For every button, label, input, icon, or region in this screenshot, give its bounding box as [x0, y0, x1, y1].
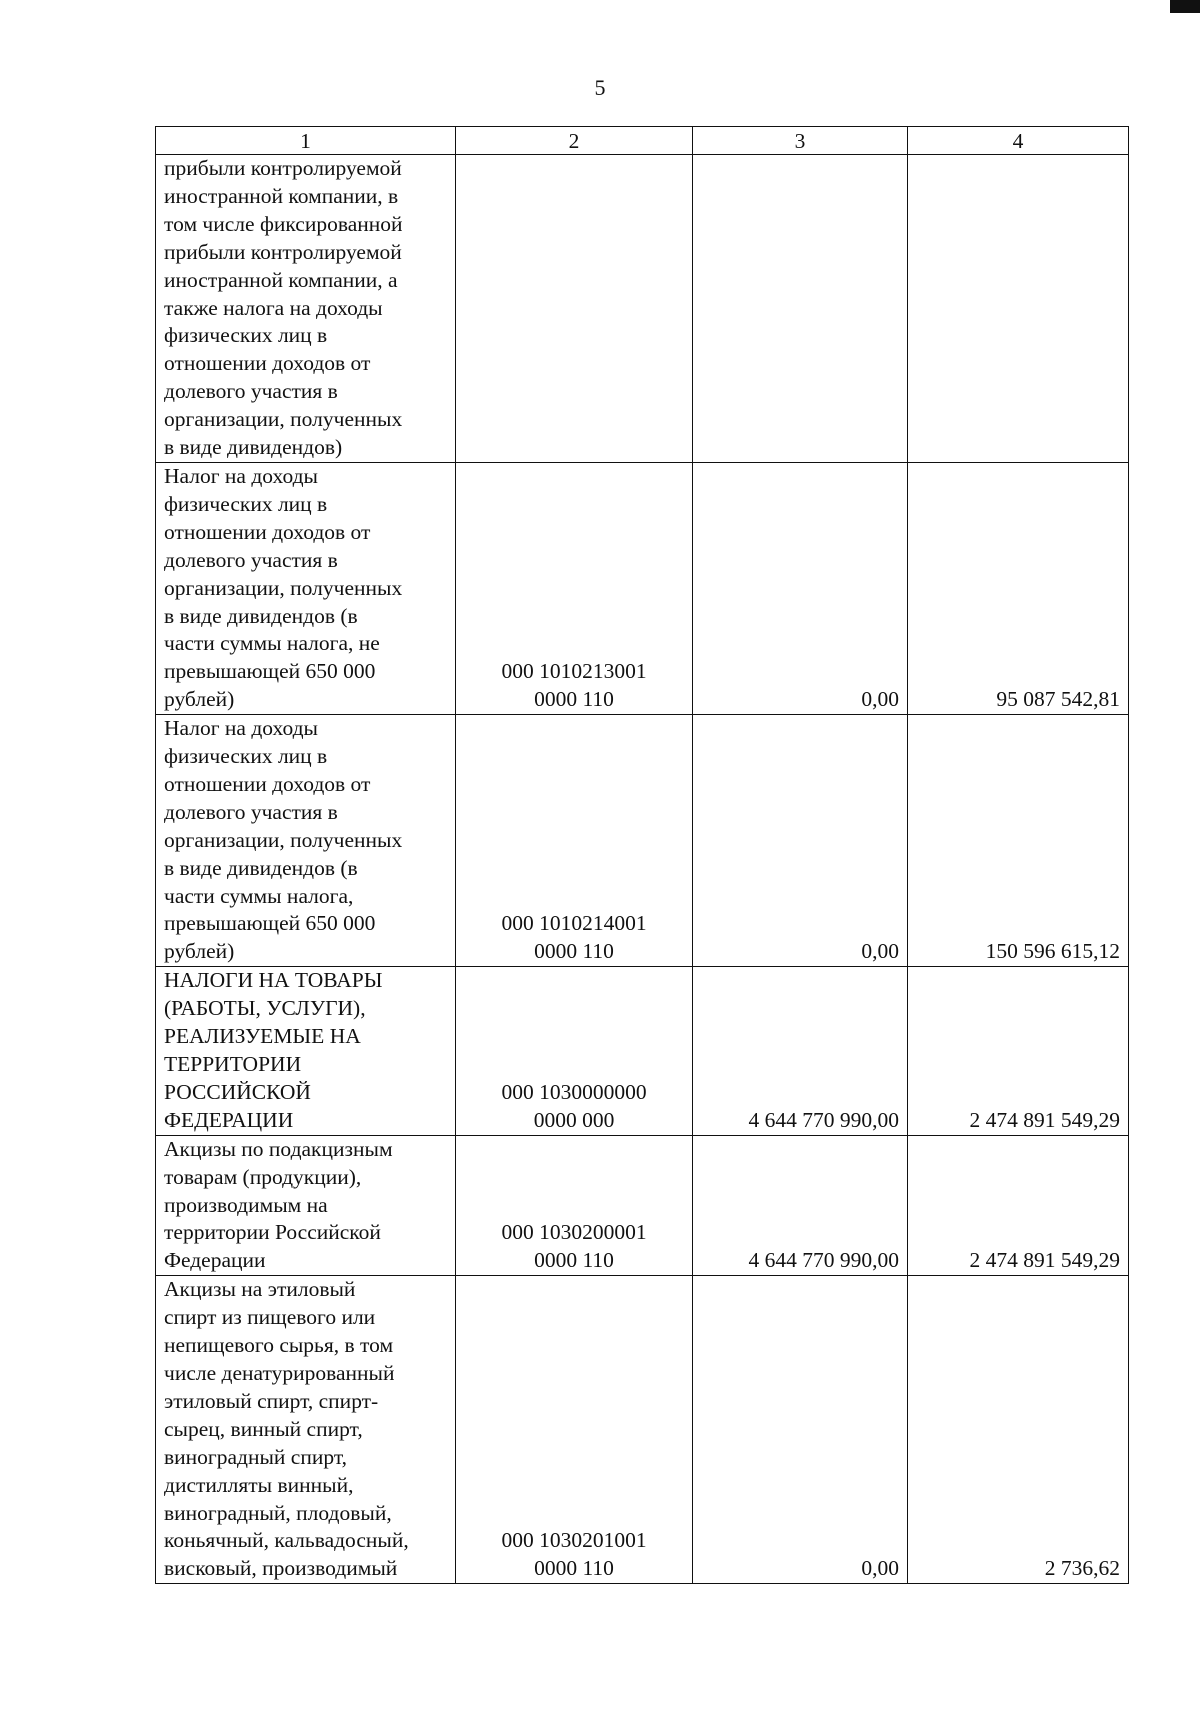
- income-name-line: долевого участия в: [164, 799, 338, 824]
- income-name-line: числе денатурированный: [164, 1360, 395, 1385]
- income-name-cell: [156, 1276, 456, 1584]
- income-name-line: сырец, винный спирт,: [164, 1416, 363, 1441]
- income-name-line: превышающей 650 000: [164, 659, 376, 684]
- income-name-line: отношении доходов от: [164, 771, 371, 796]
- column-4-value: 2 736,62: [908, 1276, 1129, 1584]
- income-name-line: Акцизы по подакцизным: [164, 1136, 393, 1161]
- income-name-line: иностранной компании, в: [164, 183, 399, 208]
- income-name-line: дистилляты винный,: [164, 1472, 354, 1497]
- income-name-line: долевого участия в: [164, 379, 338, 404]
- column-3-value: 0,00: [693, 462, 908, 714]
- income-name-cell: [156, 1135, 456, 1276]
- income-name-line: физических лиц в: [164, 323, 328, 348]
- income-name-line: производимым на: [164, 1192, 328, 1217]
- income-name-line: товарам (продукции),: [164, 1164, 362, 1189]
- income-name-cell: [156, 155, 456, 463]
- header-row: [156, 127, 1129, 155]
- column-4-value: 95 087 542,81: [908, 462, 1129, 714]
- budget-code-cell: [456, 1276, 693, 1584]
- column-header-1: 1: [156, 127, 456, 155]
- income-name-line: в виде дивидендов): [164, 435, 343, 460]
- budget-code-line: 000 1030000000: [501, 1079, 647, 1104]
- income-name-line: физических лиц в: [164, 491, 328, 516]
- income-name-line: организации, полученных: [164, 575, 403, 600]
- income-name-line: непищевого сырья, в том: [164, 1333, 394, 1358]
- income-name-line: территории Российской: [164, 1220, 381, 1245]
- income-name-line: спирт из пищевого или: [164, 1305, 376, 1330]
- column-3-value: [693, 155, 908, 463]
- page-number: 5: [594, 75, 606, 100]
- column-header-2: 2: [456, 127, 693, 155]
- income-name-line: также налога на доходы: [164, 295, 383, 320]
- income-name-line: превышающей 650 000: [164, 911, 376, 936]
- budget-table: [155, 126, 1129, 1584]
- column-header-4: 4: [908, 127, 1129, 155]
- budget-code-line: 0000 110: [534, 939, 614, 964]
- income-name-line: физических лиц в: [164, 744, 328, 769]
- column-header-3: 3: [693, 127, 908, 155]
- budget-code-line: 000 1010214001: [501, 911, 647, 936]
- table-row: [156, 155, 1129, 463]
- income-name-line: этиловый спирт, спирт-: [164, 1388, 379, 1413]
- budget-code-cell: [456, 1135, 693, 1276]
- column-3-value: 0,00: [693, 715, 908, 967]
- income-name-line: коньячный, кальвадосный,: [164, 1528, 409, 1553]
- budget-code-line: 000 1030200001: [501, 1220, 647, 1245]
- income-name-line: виноградный спирт,: [164, 1444, 347, 1469]
- budget-code-cell: [456, 967, 693, 1135]
- income-name-line: виноградный, плодовый,: [164, 1500, 392, 1525]
- income-name-line: части суммы налога, не: [164, 631, 380, 656]
- table-row: [156, 967, 1129, 1135]
- income-name-line: Налог на доходы: [164, 463, 318, 488]
- table-row: [156, 1276, 1129, 1584]
- column-3-value: 0,00: [693, 1276, 908, 1584]
- budget-code-cell: [456, 155, 693, 463]
- budget-code-line: 000 1010213001: [501, 659, 647, 684]
- budget-code-line: 000 1030201001: [501, 1528, 647, 1553]
- column-4-value: [908, 155, 1129, 463]
- table-row: [156, 462, 1129, 714]
- income-name-line: организации, полученных: [164, 827, 403, 852]
- income-name-cell: [156, 967, 456, 1135]
- income-name-line: в виде дивидендов (в: [164, 855, 358, 880]
- income-name-line: ФЕДЕРАЦИИ: [164, 1107, 294, 1132]
- column-4-value: 150 596 615,12: [908, 715, 1129, 967]
- column-4-value: 2 474 891 549,29: [908, 967, 1129, 1135]
- column-3-value: 4 644 770 990,00: [693, 967, 908, 1135]
- budget-code-cell: [456, 462, 693, 714]
- income-name-cell: [156, 462, 456, 714]
- column-3-value: 4 644 770 990,00: [693, 1135, 908, 1276]
- income-name-line: РЕАЛИЗУЕМЫЕ НА: [164, 1024, 361, 1049]
- income-name-line: отношении доходов от: [164, 519, 371, 544]
- column-4-value: 2 474 891 549,29: [908, 1135, 1129, 1276]
- income-name-line: ТЕРРИТОРИИ: [164, 1052, 302, 1076]
- income-name-line: Федерации: [164, 1248, 266, 1273]
- income-name-line: иностранной компании, а: [164, 267, 398, 292]
- income-name-line: прибыли контролируемой: [164, 239, 402, 264]
- income-name-line: части суммы налога,: [164, 883, 354, 908]
- income-name-line: организации, полученных: [164, 407, 403, 432]
- income-name-line: в виде дивидендов (в: [164, 603, 358, 628]
- income-name-line: рублей): [164, 687, 235, 712]
- income-name-cell: [156, 715, 456, 967]
- income-name-line: Акцизы на этиловый: [164, 1277, 356, 1302]
- income-name-line: НАЛОГИ НА ТОВАРЫ: [164, 968, 383, 993]
- income-name-line: долевого участия в: [164, 547, 338, 572]
- budget-code-line: 0000 000: [533, 1107, 615, 1132]
- table-row: [156, 715, 1129, 967]
- income-name-line: прибыли контролируемой: [164, 156, 402, 180]
- budget-code-line: 0000 110: [534, 1248, 614, 1273]
- income-name-line: РОССИЙСКОЙ: [164, 1079, 311, 1104]
- income-name-line: отношении доходов от: [164, 351, 371, 376]
- income-name-line: рублей): [164, 939, 235, 964]
- scan-edge-mark: [1170, 0, 1200, 13]
- budget-code-cell: [456, 715, 693, 967]
- table-row: [156, 1135, 1129, 1276]
- budget-code-line: 0000 110: [534, 1556, 614, 1581]
- income-name-line: Налог на доходы: [164, 716, 318, 741]
- income-name-line: висковый, производимый: [164, 1556, 398, 1581]
- income-name-line: (РАБОТЫ, УСЛУГИ),: [164, 996, 366, 1021]
- budget-code-line: 0000 110: [534, 687, 614, 712]
- income-name-line: том числе фиксированной: [164, 211, 403, 236]
